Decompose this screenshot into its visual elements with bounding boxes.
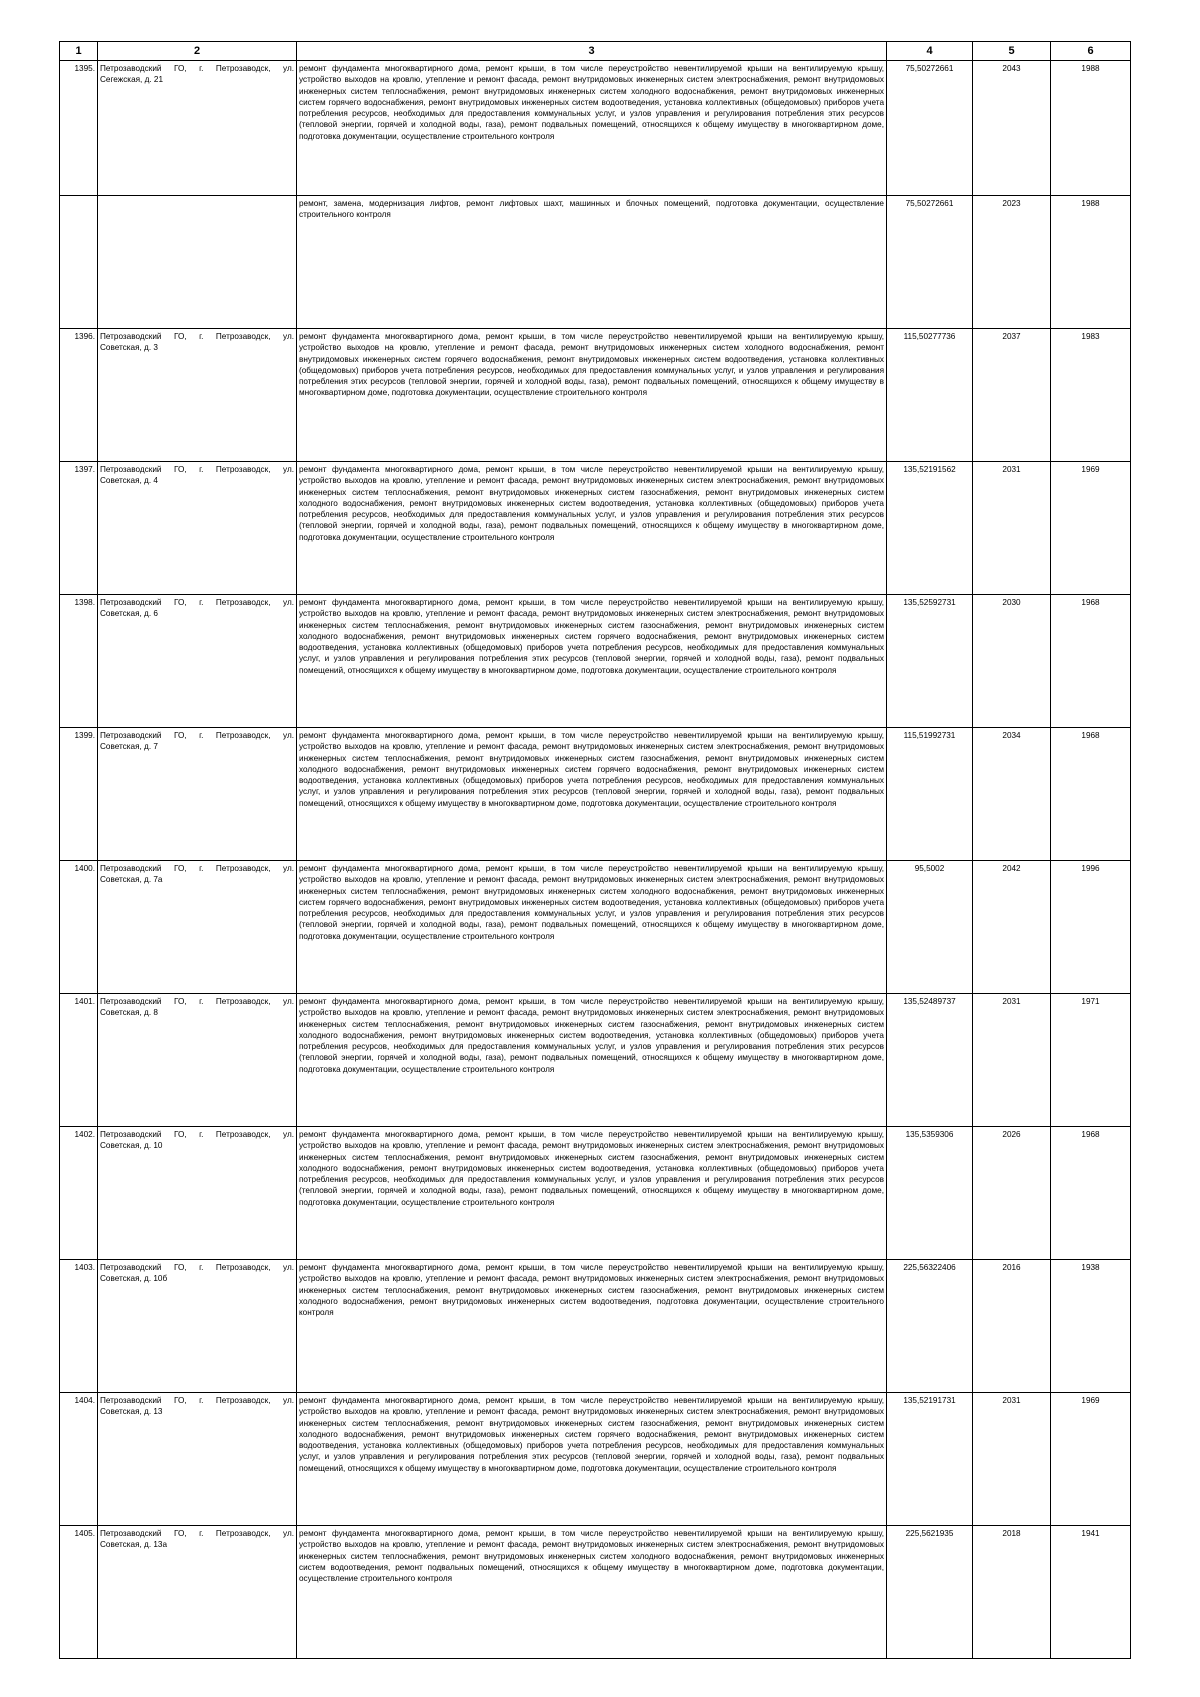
row-number: 1395. bbox=[60, 61, 98, 196]
row-number: 1405. bbox=[60, 1526, 98, 1659]
row-value: 135,52592731 bbox=[887, 595, 973, 728]
row-year: 2018 bbox=[973, 1526, 1051, 1659]
row-year: 2037 bbox=[973, 329, 1051, 462]
row-year: 2016 bbox=[973, 1260, 1051, 1393]
row-address bbox=[98, 196, 297, 329]
table-row bbox=[60, 728, 1131, 861]
row-built-year: 1971 bbox=[1051, 994, 1131, 1127]
row-value: 75,50272661 bbox=[887, 196, 973, 329]
row-number: 1403. bbox=[60, 1260, 98, 1393]
col-header-5: 5 bbox=[973, 42, 1051, 61]
table-row bbox=[60, 994, 1131, 1127]
row-value: 95,5002 bbox=[887, 861, 973, 994]
row-works: ремонт фундамента многоквартирного дома, ремонт крыши, в том числе переустройство невентилируемой крыши на вентилируемую крышу, устройство выходов на кровлю, утепление и ремонт фасада, ремонт внутридомовых инженерных систем холодного водоснабжения, ремонт внутридомовых инженерных систем горячего водоснабжения, ремонт внутридомовых инженерных систем водоотведения, установка коллективных (общедомовых) приборов учета потребления ресурсов, необходимых для предоставления коммунальных услуг, и узлов управления и регулирования потребления этих ресурсов (тепловой энергии, горячей и холодной воды, газа), ремонт подвальных помещений, относящихся к общему имуществу в многоквартирном доме, подготовка документации, осуществление строительного контроля bbox=[297, 329, 887, 462]
works-register-table bbox=[59, 41, 1131, 1659]
row-number: 1402. bbox=[60, 1127, 98, 1260]
table-row bbox=[60, 595, 1131, 728]
table-row bbox=[60, 329, 1131, 462]
row-year: 2026 bbox=[973, 1127, 1051, 1260]
row-works: ремонт фундамента многоквартирного дома, ремонт крыши, в том числе переустройство невентилируемой крыши на вентилируемую крышу, устройство выходов на кровлю, утепление и ремонт фасада, ремонт внутридомовых инженерных систем электроснабжения, ремонт внутридомовых инженерных систем теплоснабжения, ремонт внутридомовых инженерных систем газоснабжения, ремонт внутридомовых инженерных систем холодного водоснабжения, ремонт внутридомовых инженерных систем водоотведения, установка коллективных (общедомовых) приборов учета потребления ресурсов, необходимых для предоставления коммунальных услуг, и узлов управления и регулирования потребления этих ресурсов (тепловой энергии, горячей и холодной воды, газа), ремонт подвальных помещений, относящихся к общему имуществу в многоквартирном доме, подготовка документации, осуществление строительного контроля bbox=[297, 462, 887, 595]
row-number: 1404. bbox=[60, 1393, 98, 1526]
row-year: 2031 bbox=[973, 462, 1051, 595]
row-built-year: 1968 bbox=[1051, 728, 1131, 861]
row-address: Петрозаводский ГО, г. Петрозаводск, ул. Советская, д. 13а bbox=[98, 1526, 297, 1659]
row-value: 135,52191731 bbox=[887, 1393, 973, 1526]
row-value: 135,5359306 bbox=[887, 1127, 973, 1260]
row-works: ремонт фундамента многоквартирного дома, ремонт крыши, в том числе переустройство невентилируемой крыши на вентилируемую крышу, устройство выходов на кровлю, утепление и ремонт фасада, ремонт внутридомовых инженерных систем электроснабжения, ремонт внутридомовых инженерных систем теплоснабжения, ремонт внутридомовых инженерных систем газоснабжения, ремонт внутридомовых инженерных систем холодного водоснабжения, ремонт внутридомовых инженерных систем водоотведения, подготовка документации, осуществление строительного контроля bbox=[297, 1260, 887, 1393]
col-header-2: 2 bbox=[98, 42, 297, 61]
row-built-year: 1969 bbox=[1051, 1393, 1131, 1526]
row-value: 225,5621935 bbox=[887, 1526, 973, 1659]
row-number: 1397. bbox=[60, 462, 98, 595]
col-header-1: 1 bbox=[60, 42, 98, 61]
row-works: ремонт, замена, модернизация лифтов, ремонт лифтовых шахт, машинных и блочных помещений, подготовка документации, осуществление строительного контроля bbox=[297, 196, 887, 329]
row-year: 2031 bbox=[973, 994, 1051, 1127]
row-works: ремонт фундамента многоквартирного дома, ремонт крыши, в том числе переустройство невентилируемой крыши на вентилируемую крышу, устройство выходов на кровлю, утепление и ремонт фасада, ремонт внутридомовых инженерных систем электроснабжения, ремонт внутридомовых инженерных систем теплоснабжения, ремонт внутридомовых инженерных систем холодного водоснабжения, ремонт внутридомовых инженерных систем горячего водоснабжения, ремонт внутридомовых инженерных систем водоотведения, установка коллективных (общедомовых) приборов учета потребления ресурсов, необходимых для предоставления коммунальных услуг, и узлов управления и регулирования потребления этих ресурсов (тепловой энергии, горячей и холодной воды, газа), ремонт подвальных помещений, относящихся к общему имуществу в многоквартирном доме, подготовка документации, осуществление строительного контроля bbox=[297, 861, 887, 994]
row-address: Петрозаводский ГО, г. Петрозаводск, ул. Советская, д. 8 bbox=[98, 994, 297, 1127]
table-row bbox=[60, 861, 1131, 994]
row-built-year: 1988 bbox=[1051, 61, 1131, 196]
row-value: 115,50277736 bbox=[887, 329, 973, 462]
row-works: ремонт фундамента многоквартирного дома, ремонт крыши, в том числе переустройство невентилируемой крыши на вентилируемую крышу, устройство выходов на кровлю, утепление и ремонт фасада, ремонт внутридомовых инженерных систем электроснабжения, ремонт внутридомовых инженерных систем теплоснабжения, ремонт внутридомовых инженерных систем газоснабжения, ремонт внутридомовых инженерных систем холодного водоснабжения, ремонт внутридомовых инженерных систем горячего водоснабжения, ремонт внутридомовых инженерных систем водоотведения, установка коллективных (общедомовых) приборов учета потребления ресурсов, необходимых для предоставления коммунальных услуг, и узлов управления и регулирования потребления этих ресурсов (тепловой энергии, горячей и холодной воды, газа), ремонт подвальных помещений, относящихся к общему имуществу в многоквартирном доме, подготовка документации, осуществление строительного контроля bbox=[297, 1393, 887, 1526]
row-built-year: 1969 bbox=[1051, 462, 1131, 595]
row-works: ремонт фундамента многоквартирного дома, ремонт крыши, в том числе переустройство невентилируемой крыши на вентилируемую крышу, устройство выходов на кровлю, утепление и ремонт фасада, ремонт внутридомовых инженерных систем электроснабжения, ремонт внутридомовых инженерных систем теплоснабжения, ремонт внутридомовых инженерных систем газоснабжения, ремонт внутридомовых инженерных систем холодного водоснабжения, ремонт внутридомовых инженерных систем водоотведения, установка коллективных (общедомовых) приборов учета потребления ресурсов, необходимых для предоставления коммунальных услуг, и узлов управления и регулирования потребления этих ресурсов (тепловой энергии, горячей и холодной воды, газа), ремонт подвальных помещений, относящихся к общему имуществу в многоквартирном доме, подготовка документации, осуществление строительного контроля bbox=[297, 994, 887, 1127]
header-row bbox=[60, 42, 1131, 61]
row-address: Петрозаводский ГО, г. Петрозаводск, ул. Советская, д. 6 bbox=[98, 595, 297, 728]
row-number: 1396. bbox=[60, 329, 98, 462]
row-address: Петрозаводский ГО, г. Петрозаводск, ул. Советская, д. 4 bbox=[98, 462, 297, 595]
row-built-year: 1968 bbox=[1051, 595, 1131, 728]
row-number: 1399. bbox=[60, 728, 98, 861]
row-year: 2030 bbox=[973, 595, 1051, 728]
row-address: Петрозаводский ГО, г. Петрозаводск, ул. Советская, д. 13 bbox=[98, 1393, 297, 1526]
table-row bbox=[60, 196, 1131, 329]
col-header-6: 6 bbox=[1051, 42, 1131, 61]
row-address: Петрозаводский ГО, г. Петрозаводск, ул. Советская, д. 10 bbox=[98, 1127, 297, 1260]
row-address: Петрозаводский ГО, г. Петрозаводск, ул. Сегежская, д. 21 bbox=[98, 61, 297, 196]
row-year: 2034 bbox=[973, 728, 1051, 861]
row-number: 1401. bbox=[60, 994, 98, 1127]
table-row bbox=[60, 61, 1131, 196]
row-value: 115,51992731 bbox=[887, 728, 973, 861]
row-address: Петрозаводский ГО, г. Петрозаводск, ул. Советская, д. 3 bbox=[98, 329, 297, 462]
row-year: 2031 bbox=[973, 1393, 1051, 1526]
row-built-year: 1983 bbox=[1051, 329, 1131, 462]
row-number bbox=[60, 196, 98, 329]
row-value: 135,52489737 bbox=[887, 994, 973, 1127]
row-value: 135,52191562 bbox=[887, 462, 973, 595]
row-built-year: 1941 bbox=[1051, 1526, 1131, 1659]
table-row bbox=[60, 462, 1131, 595]
row-value: 75,50272661 bbox=[887, 61, 973, 196]
row-built-year: 1988 bbox=[1051, 196, 1131, 329]
row-built-year: 1938 bbox=[1051, 1260, 1131, 1393]
row-address: Петрозаводский ГО, г. Петрозаводск, ул. Советская, д. 10б bbox=[98, 1260, 297, 1393]
row-works: ремонт фундамента многоквартирного дома, ремонт крыши, в том числе переустройство невентилируемой крыши на вентилируемую крышу, устройство выходов на кровлю, утепление и ремонт фасада, ремонт внутридомовых инженерных систем электроснабжения, ремонт внутридомовых инженерных систем теплоснабжения, ремонт внутридомовых инженерных систем газоснабжения, ремонт внутридомовых инженерных систем холодного водоснабжения, ремонт внутридомовых инженерных систем горячего водоснабжения, ремонт внутридомовых инженерных систем водоотведения, установка коллективных (общедомовых) приборов учета потребления ресурсов, необходимых для предоставления коммунальных услуг, и узлов управления и регулирования потребления этих ресурсов (тепловой энергии, горячей и холодной воды, газа), ремонт подвальных помещений, относящихся к общему имуществу в многоквартирном доме, подготовка документации, осуществление строительного контроля bbox=[297, 728, 887, 861]
row-year: 2042 bbox=[973, 861, 1051, 994]
row-works: ремонт фундамента многоквартирного дома, ремонт крыши, в том числе переустройство невентилируемой крыши на вентилируемую крышу, устройство выходов на кровлю, утепление и ремонт фасада, ремонт внутридомовых инженерных систем электроснабжения, ремонт внутридомовых инженерных систем теплоснабжения, ремонт внутридомовых инженерных систем холодного водоснабжения, ремонт внутридомовых инженерных систем водоотведения, ремонт подвальных помещений, относящихся к общему имуществу в многоквартирном доме, подготовка документации, осуществление строительного контроля bbox=[297, 1526, 887, 1659]
row-address: Петрозаводский ГО, г. Петрозаводск, ул. Советская, д. 7а bbox=[98, 861, 297, 994]
row-works: ремонт фундамента многоквартирного дома, ремонт крыши, в том числе переустройство невентилируемой крыши на вентилируемую крышу, устройство выходов на кровлю, утепление и ремонт фасада, ремонт внутридомовых инженерных систем электроснабжения, ремонт внутридомовых инженерных систем теплоснабжения, ремонт внутридомовых инженерных систем газоснабжения, ремонт внутридомовых инженерных систем холодного водоснабжения, ремонт внутридомовых инженерных систем водоотведения, установка коллективных (общедомовых) приборов учета потребления ресурсов, необходимых для предоставления коммунальных услуг, и узлов управления и регулирования потребления этих ресурсов (тепловой энергии, горячей и холодной воды, газа), ремонт подвальных помещений, относящихся к общему имуществу в многоквартирном доме, подготовка документации, осуществление строительного контроля bbox=[297, 1127, 887, 1260]
table-row bbox=[60, 1260, 1131, 1393]
table-row bbox=[60, 1127, 1131, 1260]
row-works: ремонт фундамента многоквартирного дома, ремонт крыши, в том числе переустройство невентилируемой крыши на вентилируемую крышу, устройство выходов на кровлю, утепление и ремонт фасада, ремонт внутридомовых инженерных систем электроснабжения, ремонт внутридомовых инженерных систем теплоснабжения, ремонт внутридомовых инженерных систем холодного водоснабжения, ремонт внутридомовых инженерных систем горячего водоснабжения, ремонт внутридомовых инженерных систем водоотведения, установка коллективных (общедомовых) приборов учета потребления ресурсов, необходимых для предоставления коммунальных услуг, и узлов управления и регулирования потребления этих ресурсов (тепловой энергии, горячей и холодной воды, газа), ремонт подвальных помещений, относящихся к общему имуществу в многоквартирном доме, подготовка документации, осуществление строительного контроля bbox=[297, 61, 887, 196]
row-year: 2023 bbox=[973, 196, 1051, 329]
col-header-3: 3 bbox=[297, 42, 887, 61]
col-header-4: 4 bbox=[887, 42, 973, 61]
row-works: ремонт фундамента многоквартирного дома, ремонт крыши, в том числе переустройство невентилируемой крыши на вентилируемую крышу, устройство выходов на кровлю, утепление и ремонт фасада, ремонт внутридомовых инженерных систем электроснабжения, ремонт внутридомовых инженерных систем теплоснабжения, ремонт внутридомовых инженерных систем газоснабжения, ремонт внутридомовых инженерных систем холодного водоснабжения, ремонт внутридомовых инженерных систем горячего водоснабжения, ремонт внутридомовых инженерных систем водоотведения, установка коллективных (общедомовых) приборов учета потребления ресурсов, необходимых для предоставления коммунальных услуг, и узлов управления и регулирования потребления этих ресурсов (тепловой энергии, горячей и холодной воды, газа), ремонт подвальных помещений, относящихся к общему имуществу в многоквартирном доме, подготовка документации, осуществление строительного контроля bbox=[297, 595, 887, 728]
table-row bbox=[60, 1526, 1131, 1659]
row-number: 1398. bbox=[60, 595, 98, 728]
row-address: Петрозаводский ГО, г. Петрозаводск, ул. Советская, д. 7 bbox=[98, 728, 297, 861]
table-row bbox=[60, 1393, 1131, 1526]
row-number: 1400. bbox=[60, 861, 98, 994]
row-built-year: 1968 bbox=[1051, 1127, 1131, 1260]
row-year: 2043 bbox=[973, 61, 1051, 196]
row-built-year: 1996 bbox=[1051, 861, 1131, 994]
row-value: 225,56322406 bbox=[887, 1260, 973, 1393]
